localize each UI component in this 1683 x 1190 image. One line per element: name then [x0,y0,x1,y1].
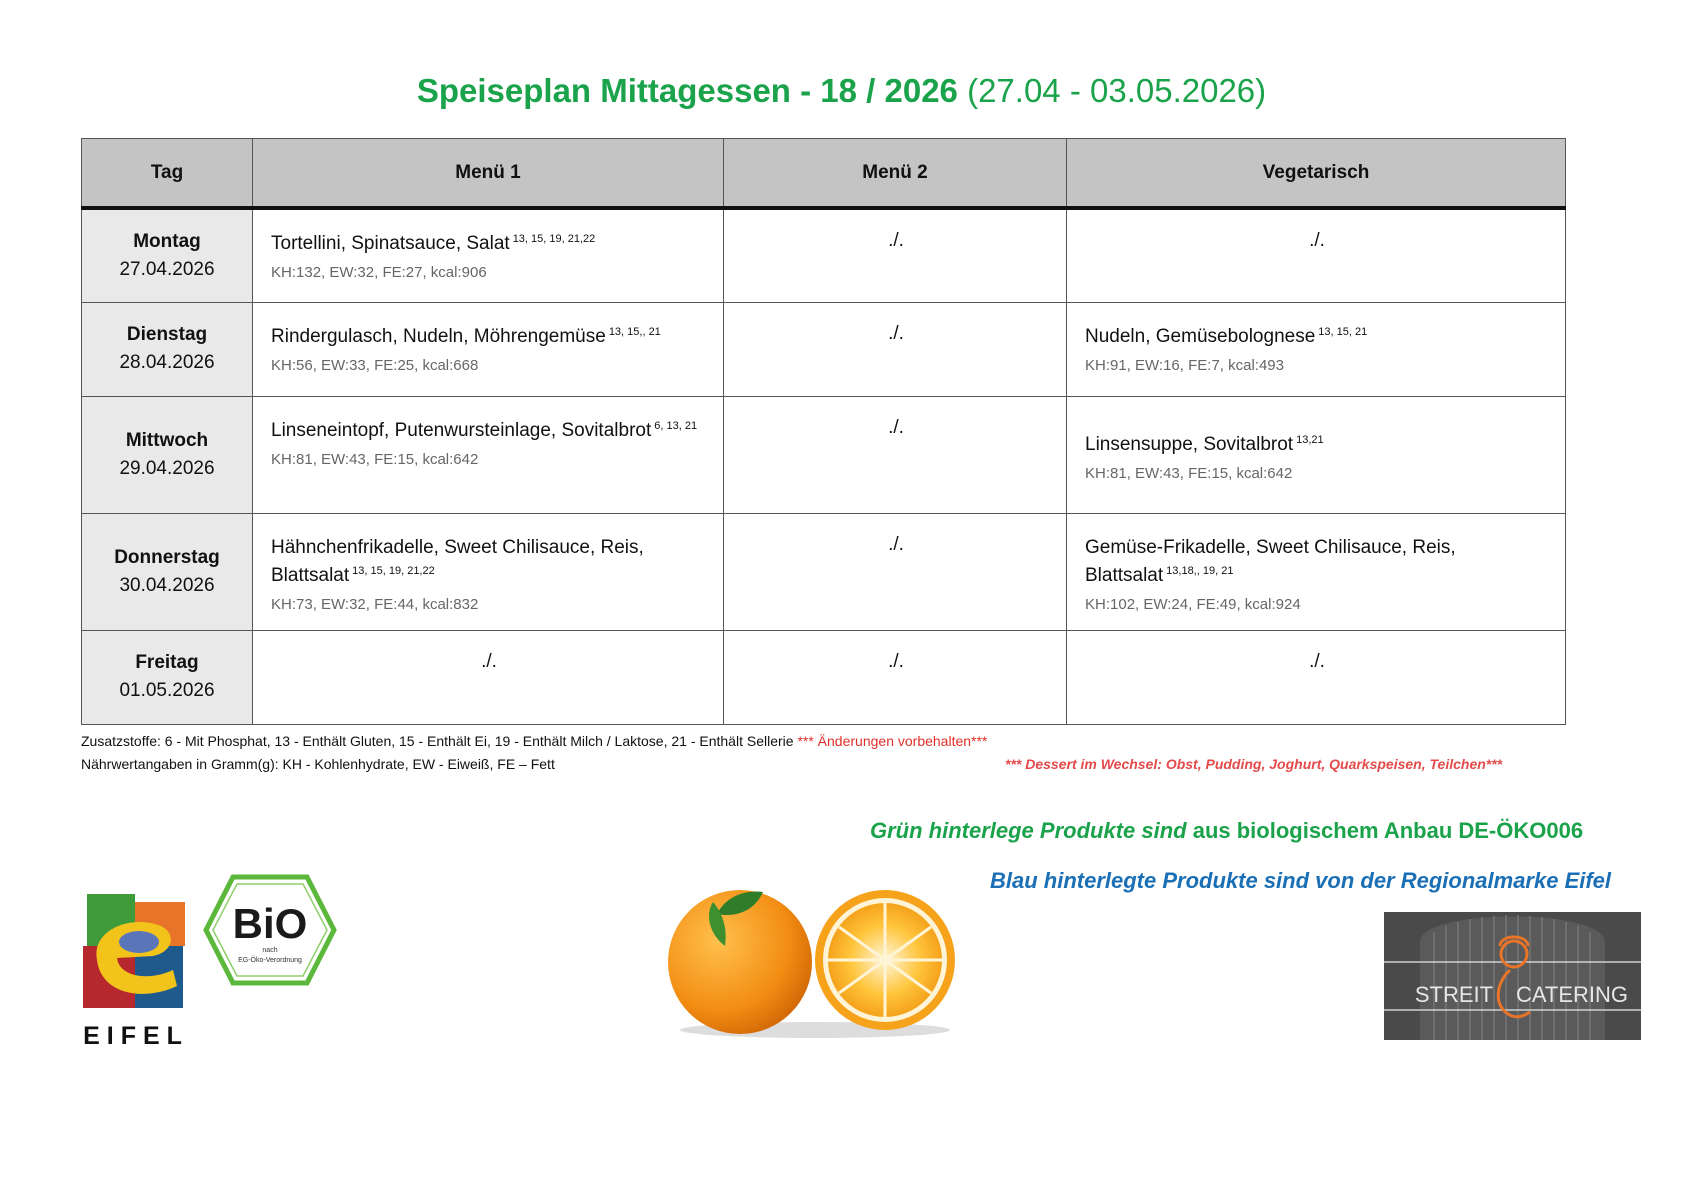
allergen-codes: 13, 15, 19, 21,22 [512,233,596,245]
dish-text: Tortellini, Spinatsauce, Salat $^{13, 15, 19, 21,22}$ [271,233,596,254]
veg-cell [1067,396,1566,513]
day-name: Montag [133,230,201,252]
header-tag: Tag [82,139,253,209]
streit-catering-logo [1384,912,1641,1040]
table-row [82,396,1566,513]
dish-text: Rindergulasch, Nudeln, Möhrengemüse $^{13, 15,, 21}$ [271,325,661,347]
veg-cell [1067,208,1566,302]
header-menu1: Menü 1 [253,139,724,209]
empty-marker: ./. [1309,650,1325,672]
title-range: (27.04 - 03.05.2026) [957,72,1267,109]
day-name: Freitag [135,652,199,673]
catering-text: CATERING [1515,982,1629,1007]
header-menu2: Menü 2 [724,139,1067,209]
day-date: 28.04.2026 [119,352,215,373]
streit-text: STREIT [1414,982,1494,1007]
empty-marker: ./. [888,533,904,555]
day-cell [82,208,253,302]
day-name: Donnerstag [114,546,220,568]
eifel-logo [81,890,191,1050]
nutrition-info: KH:132, EW:32, FE:27, kcal:906 [271,264,487,281]
veg-cell [1067,513,1566,630]
empty-marker: ./. [888,322,904,344]
day-date: 29.04.2026 [119,457,215,479]
changes-notice: *** Änderungen vorbehalten*** [793,733,988,749]
table-header-row [82,139,1566,209]
bio-logo-sub2: EG-Öko-Verordnung [238,957,302,964]
empty-marker: ./. [1309,230,1325,251]
table-row [82,208,1566,302]
veg-cell [1067,302,1566,396]
nutrition-info: KH:81, EW:43, FE:15, kcal:642 [271,450,479,468]
menu-table [81,138,1566,725]
day-date: 27.04.2026 [119,258,215,280]
menu2-cell [724,302,1067,396]
nutrition-info: KH:73, EW:32, FE:44, kcal:832 [271,595,479,613]
menu1-cell [253,630,724,724]
allergen-codes: 13, 15, 21 [1318,325,1368,338]
bio-logo-sub1: nach [262,947,278,954]
empty-marker: ./. [481,650,497,672]
title-main: Speiseplan Mittagessen - 18 / 2026 [416,72,958,109]
menu2-cell [724,630,1067,724]
dish-text: Gemüse-Frikadelle, Sweet Chilisauce, Reis, Blattsalat $^{13,18,, 19, 21}$ [1085,536,1456,586]
dish-text: Linsensuppe, Sovitalbrot $^{13,21}$ [1085,433,1324,455]
menu2-cell [724,208,1067,302]
organic-note [870,818,1583,844]
day-date: 30.04.2026 [119,574,215,596]
nutrition-info: KH:81, EW:43, FE:15, kcal:642 [1085,464,1293,482]
nutrition-info: KH:56, EW:33, FE:25, kcal:668 [271,356,479,374]
empty-marker: ./. [888,650,904,672]
bio-logo [203,874,337,986]
nutrition-info: KH:91, EW:16, FE:7, kcal:493 [1085,356,1284,374]
eifel-logo-text: EIFEL [83,1022,189,1050]
day-cell [82,302,253,396]
dessert-notice: *** Dessert im Wechsel: Obst, Pudding, Joghurt, Quarkspeisen, Teilchen*** [1005,756,1503,772]
menu1-cell [253,396,724,513]
menu1-cell [253,208,724,302]
header-vegetarisch: Vegetarisch [1067,139,1566,209]
nutrition-legend: Nährwertangaben in Gramm(g): KH - Kohlenhydrate, EW - Eiweiß, FE – Fett [81,756,555,772]
menu2-cell [724,513,1067,630]
allergen-codes: 13, 15,, 21 [608,325,661,338]
day-name: Dienstag [126,324,208,345]
day-date: 01.05.2026 [119,680,215,701]
dish-text: Hähnchenfrikadelle, Sweet Chilisauce, Reis, Blattsalat $^{13, 15, 19, 21,22}$ [271,536,644,586]
allergen-codes: 6, 13, 21 [654,419,698,432]
nutrition-info: KH:102, EW:24, FE:49, kcal:924 [1085,595,1301,613]
additives-text: Zusatzstoffe: 6 - Mit Phosphat, 13 - Enthält Gluten, 15 - Enthält Ei, 19 - Enthält Milch / Laktose, 21 - Enthält Sellerie [81,733,794,749]
organic-note-rest: aus biologischem Anbau DE-ÖKO006 [1186,818,1584,843]
organic-note-italic: Grün hinterlege Produkte sind [870,818,1187,843]
day-cell [82,630,253,724]
dish-text: Nudeln, Gemüsebolognese $^{13, 15, 21}$ [1085,325,1368,347]
allergen-codes: 13, 15, 19, 21,22 [352,564,435,577]
veg-cell [1067,630,1566,724]
menu1-cell [253,302,724,396]
table-row [82,630,1566,724]
empty-marker: ./. [888,416,904,438]
page-title [0,72,1683,110]
menu1-cell [253,513,724,630]
table-row [82,302,1566,396]
day-cell [82,513,253,630]
day-cell [82,396,253,513]
bio-logo-text: BiO [232,900,308,947]
menu2-cell [724,396,1067,513]
allergen-codes: 13,21 [1296,433,1324,446]
orange-illustration [665,880,955,1040]
table-row [82,513,1566,630]
additives-legend [81,733,987,749]
allergen-codes: 13,18,, 19, 21 [1166,564,1234,577]
regional-note: Blau hinterlegte Produkte sind von der Regionalmarke Eifel [990,868,1612,893]
dish-text: Linseneintopf, Putenwursteinlage, Sovitalbrot $^{6, 13, 21}$ [271,419,698,441]
empty-marker: ./. [888,230,904,251]
day-name: Mittwoch [125,429,209,451]
